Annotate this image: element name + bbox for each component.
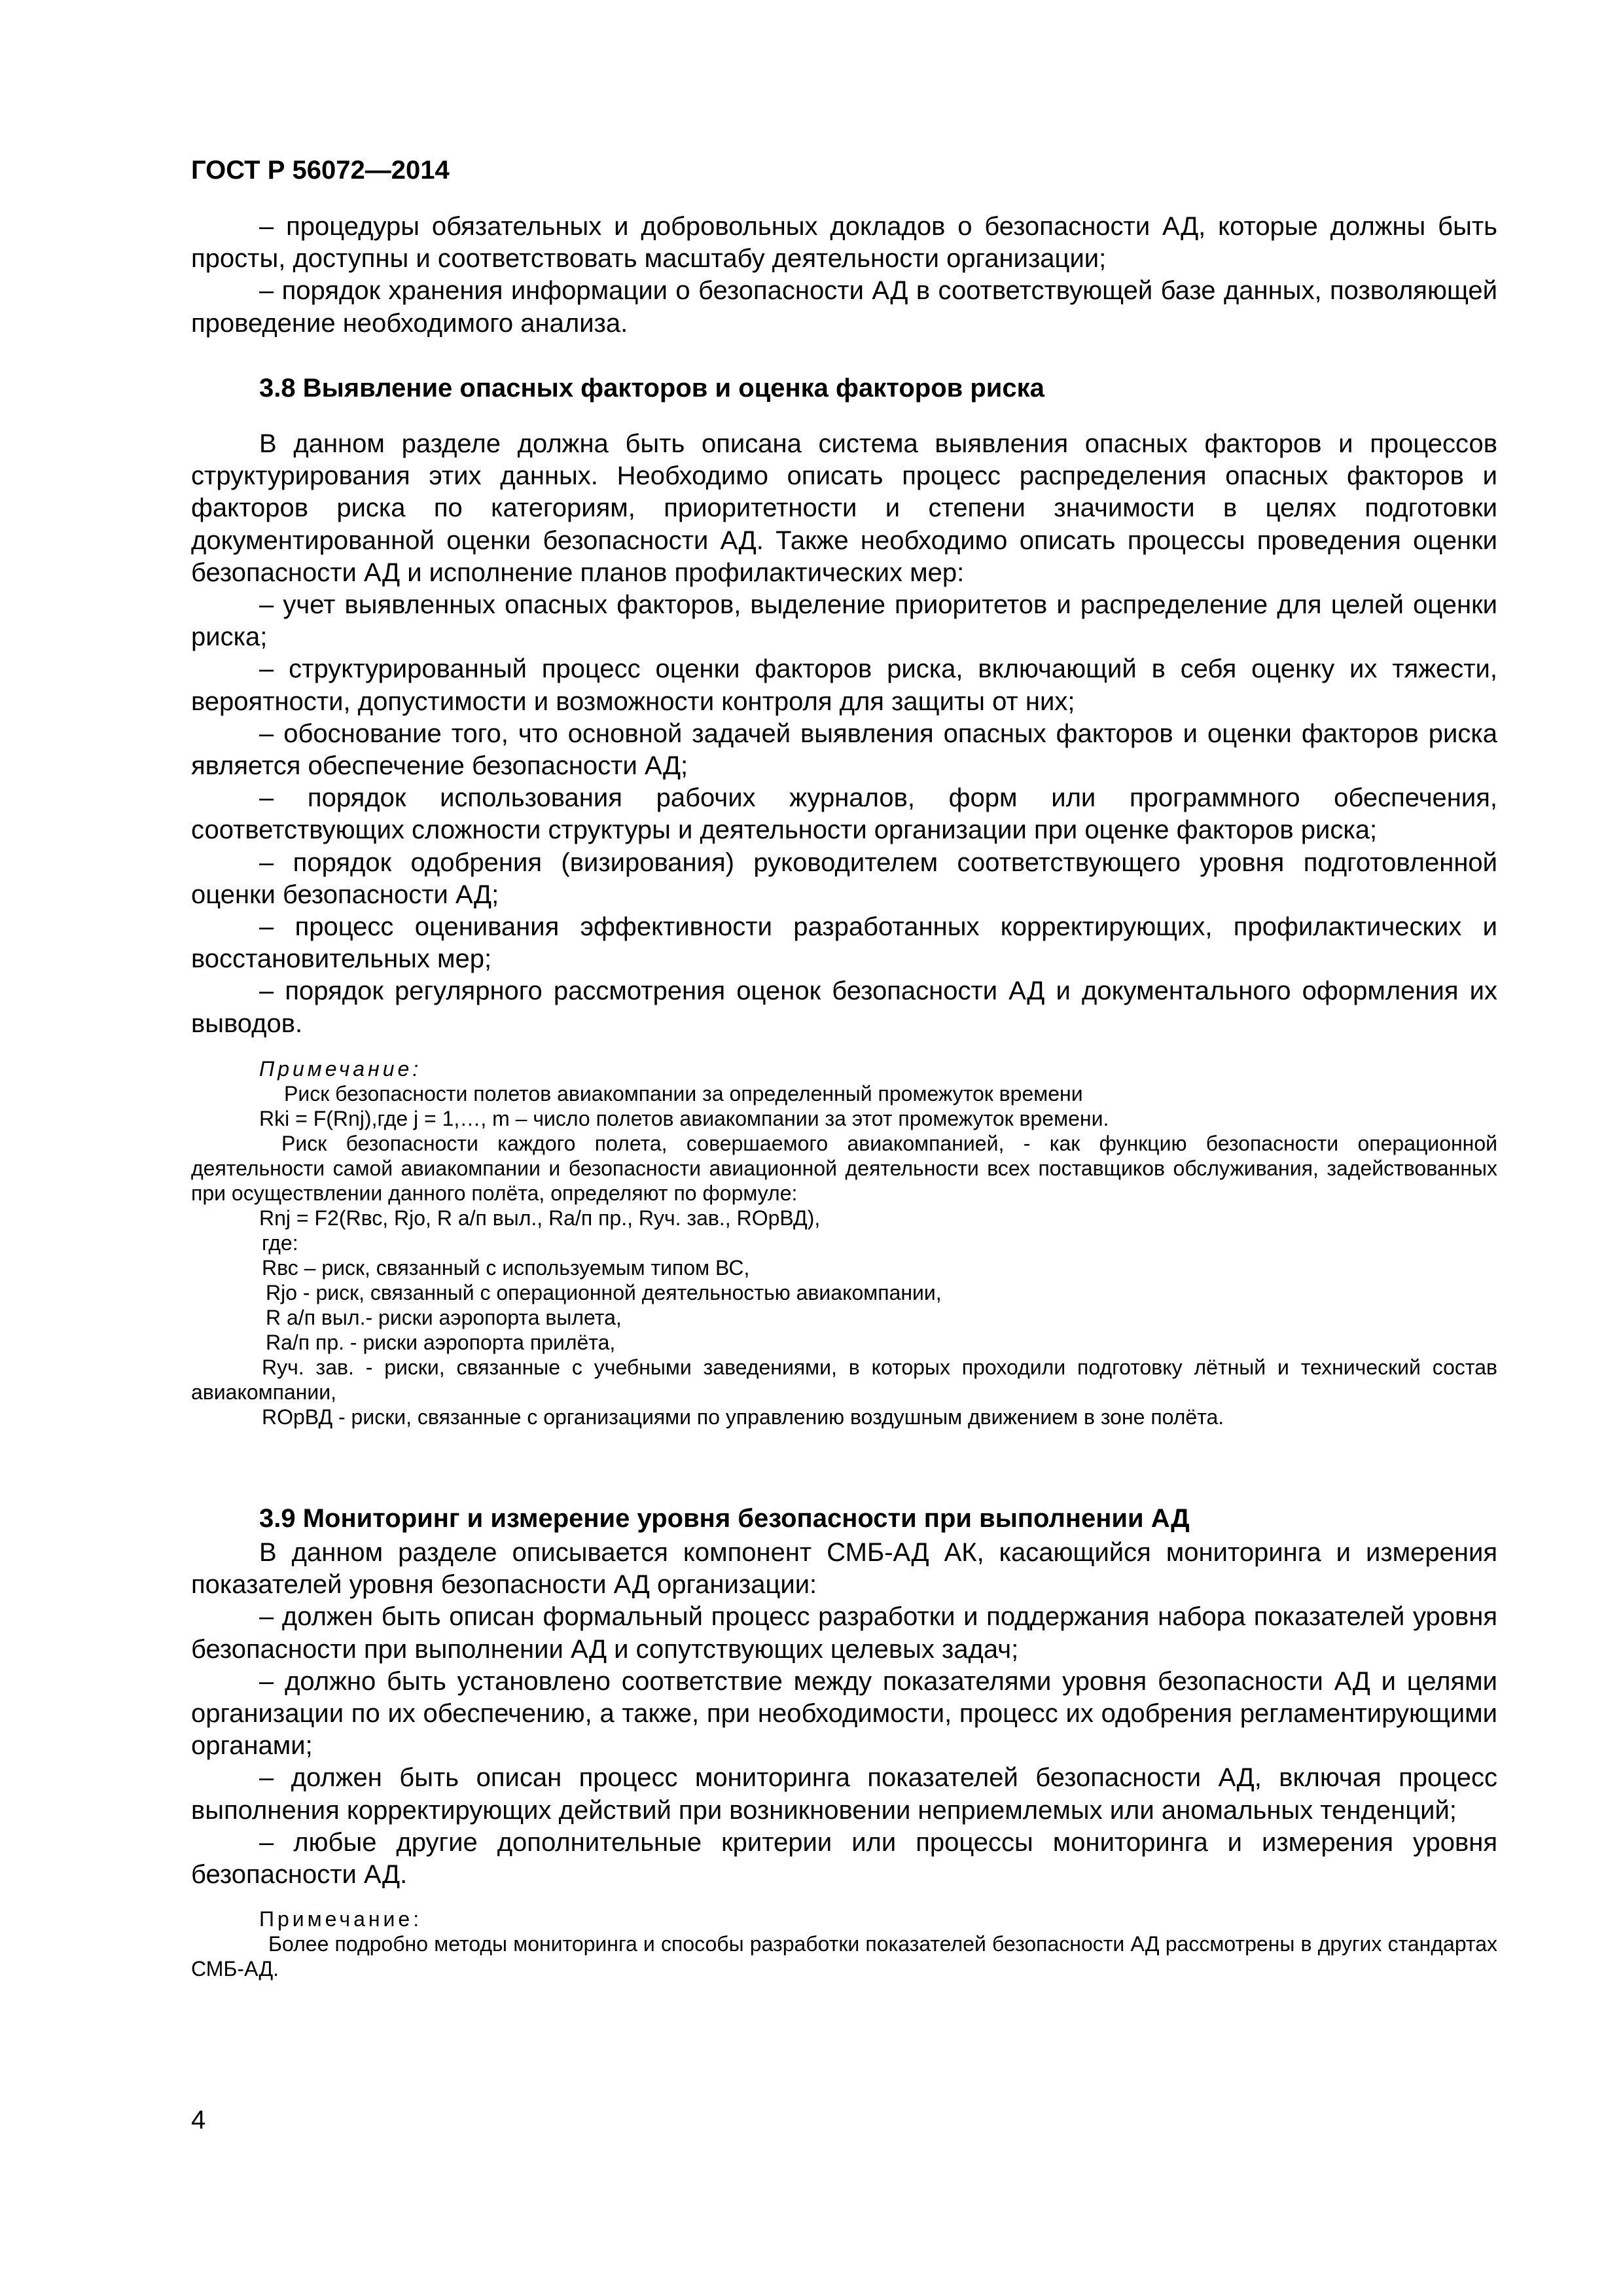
note-definition: Ra/п пр. - риски аэропорта прилёта, (266, 1331, 616, 1354)
list-item: – должен быть описан процесс мониторинга показателей безопасности АД, включая процесс выполнения корректирующих действий при возникновении неприемлемых или аномальных тенденций; (191, 1763, 1497, 1825)
list-item: – процедуры обязательных и добровольных докладов о безопасности АД, которые должны быть просты, доступны и соответствовать масштабу деятельности организации; (191, 212, 1497, 274)
section-3-9-note (191, 1907, 1497, 1981)
intro-list (191, 211, 1497, 340)
note-label: Примечание: (259, 1057, 422, 1081)
note-formula: Rnj = F2(Rвс, Rjo, R а/п выл., Ra/п пр., Rуч. зав., ROpВД), (259, 1206, 821, 1230)
list-item: – порядок использования рабочих журналов, форм или программного обеспечения, соответствующих сложности структуры и деятельности организации при оценке факторов риска; (191, 783, 1497, 845)
section-3-9-body (191, 1537, 1497, 1891)
document-header: ГОСТ Р 56072—2014 (191, 156, 450, 185)
list-item: – структурированный процесс оценки факторов риска, включающий в себя оценку их тяжести, вероятности, допустимости и возможности контроля для защиты от них; (191, 655, 1497, 716)
list-item: – порядок регулярного рассмотрения оценок безопасности АД и документального оформления их выводов. (191, 977, 1497, 1038)
list-item: – обоснование того, что основной задачей выявления опасных факторов и оценки факторов риска является обеспечение безопасности АД; (191, 719, 1497, 781)
section-3-8-body (191, 428, 1497, 1040)
note-definition: Rуч. зав. - риски, связанные с учебными заведениями, в которых проходили подготовку лётный и технический состав авиакомпании, (191, 1355, 1497, 1404)
note-line: где: (262, 1231, 298, 1255)
list-item: – порядок хранения информации о безопасности АД в соответствующей базе данных, позволяющей проведение необходимого анализа. (191, 276, 1497, 338)
page-number: 4 (191, 2106, 206, 2134)
note-definition: ROpВД - риски, связанные с организациями по управлению воздушным движением в зоне полёта. (262, 1405, 1224, 1429)
paragraph: В данном разделе должна быть описана система выявления опасных факторов и процессов структурирования этих данных. Необходимо описать процесс распределения опасных факторов и факторов риска по категориям, приоритетности и степени значимости в целях подготовки документированной оценки безопасности АД. Также необходимо описать процессы проведения оценки безопасности АД и исполнение планов профилактических мер: (191, 429, 1497, 587)
section-3-8-note (191, 1056, 1497, 1429)
note-definition: R а/п выл.- риски аэропорта вылета, (266, 1306, 622, 1329)
list-item: – должно быть установлено соответствие между показателями уровня безопасности АД и целями организации по их обеспечению, а также, при необходимости, процесс их одобрения регламентирующими органами; (191, 1666, 1497, 1761)
list-item: – порядок одобрения (визирования) руководителем соответствующего уровня подготовленной оценки безопасности АД; (191, 848, 1497, 909)
note-formula: Rki = F(Rnj),где j = 1,…, m – число полетов авиакомпании за этот промежуток времени. (259, 1107, 1109, 1130)
list-item: – процесс оценивания эффективности разработанных корректирующих, профилактических и восстановительных мер; (191, 912, 1497, 974)
list-item: – должен быть описан формальный процесс разработки и поддержания набора показателей уровня безопасности при выполнении АД и сопутствующих целевых задач; (191, 1602, 1497, 1664)
paragraph: В данном разделе описывается компонент СМБ-АД АК, касающийся мониторинга и измерения показателей уровня безопасности АД организации: (191, 1538, 1497, 1600)
note-text: Более подробно методы мониторинга и способы разработки показателей безопасности АД рассмотрены в других стандартах СМБ-АД. (191, 1932, 1497, 1981)
list-item: – учет выявленных опасных факторов, выделение приоритетов и распределение для целей оценки риска; (191, 590, 1497, 652)
note-line: Риск безопасности каждого полета, совершаемого авиакомпанией, - как функцию безопасности операционной деятельности самой авиакомпании и безопасности авиационной деятельности всех поставщиков обслуживания, задействованных при осуществлении данного полёта, определяют по формуле: (191, 1132, 1497, 1205)
section-3-8-title: 3.8 Выявление опасных факторов и оценка факторов риска (259, 374, 1044, 403)
note-label: Примечание: (259, 1907, 423, 1931)
note-definition: Rвс – риск, связанный с используемым типом ВС, (262, 1256, 750, 1280)
note-line: Риск безопасности полетов авиакомпании за определенный промежуток времени (284, 1082, 1083, 1105)
section-3-9-title: 3.9 Мониторинг и измерение уровня безопасности при выполнении АД (259, 1504, 1190, 1533)
note-definition: Rjo - риск, связанный с операционной деятельностью авиакомпании, (266, 1281, 942, 1304)
list-item: – любые другие дополнительные критерии или процессы мониторинга и измерения уровня безопасности АД. (191, 1827, 1497, 1890)
